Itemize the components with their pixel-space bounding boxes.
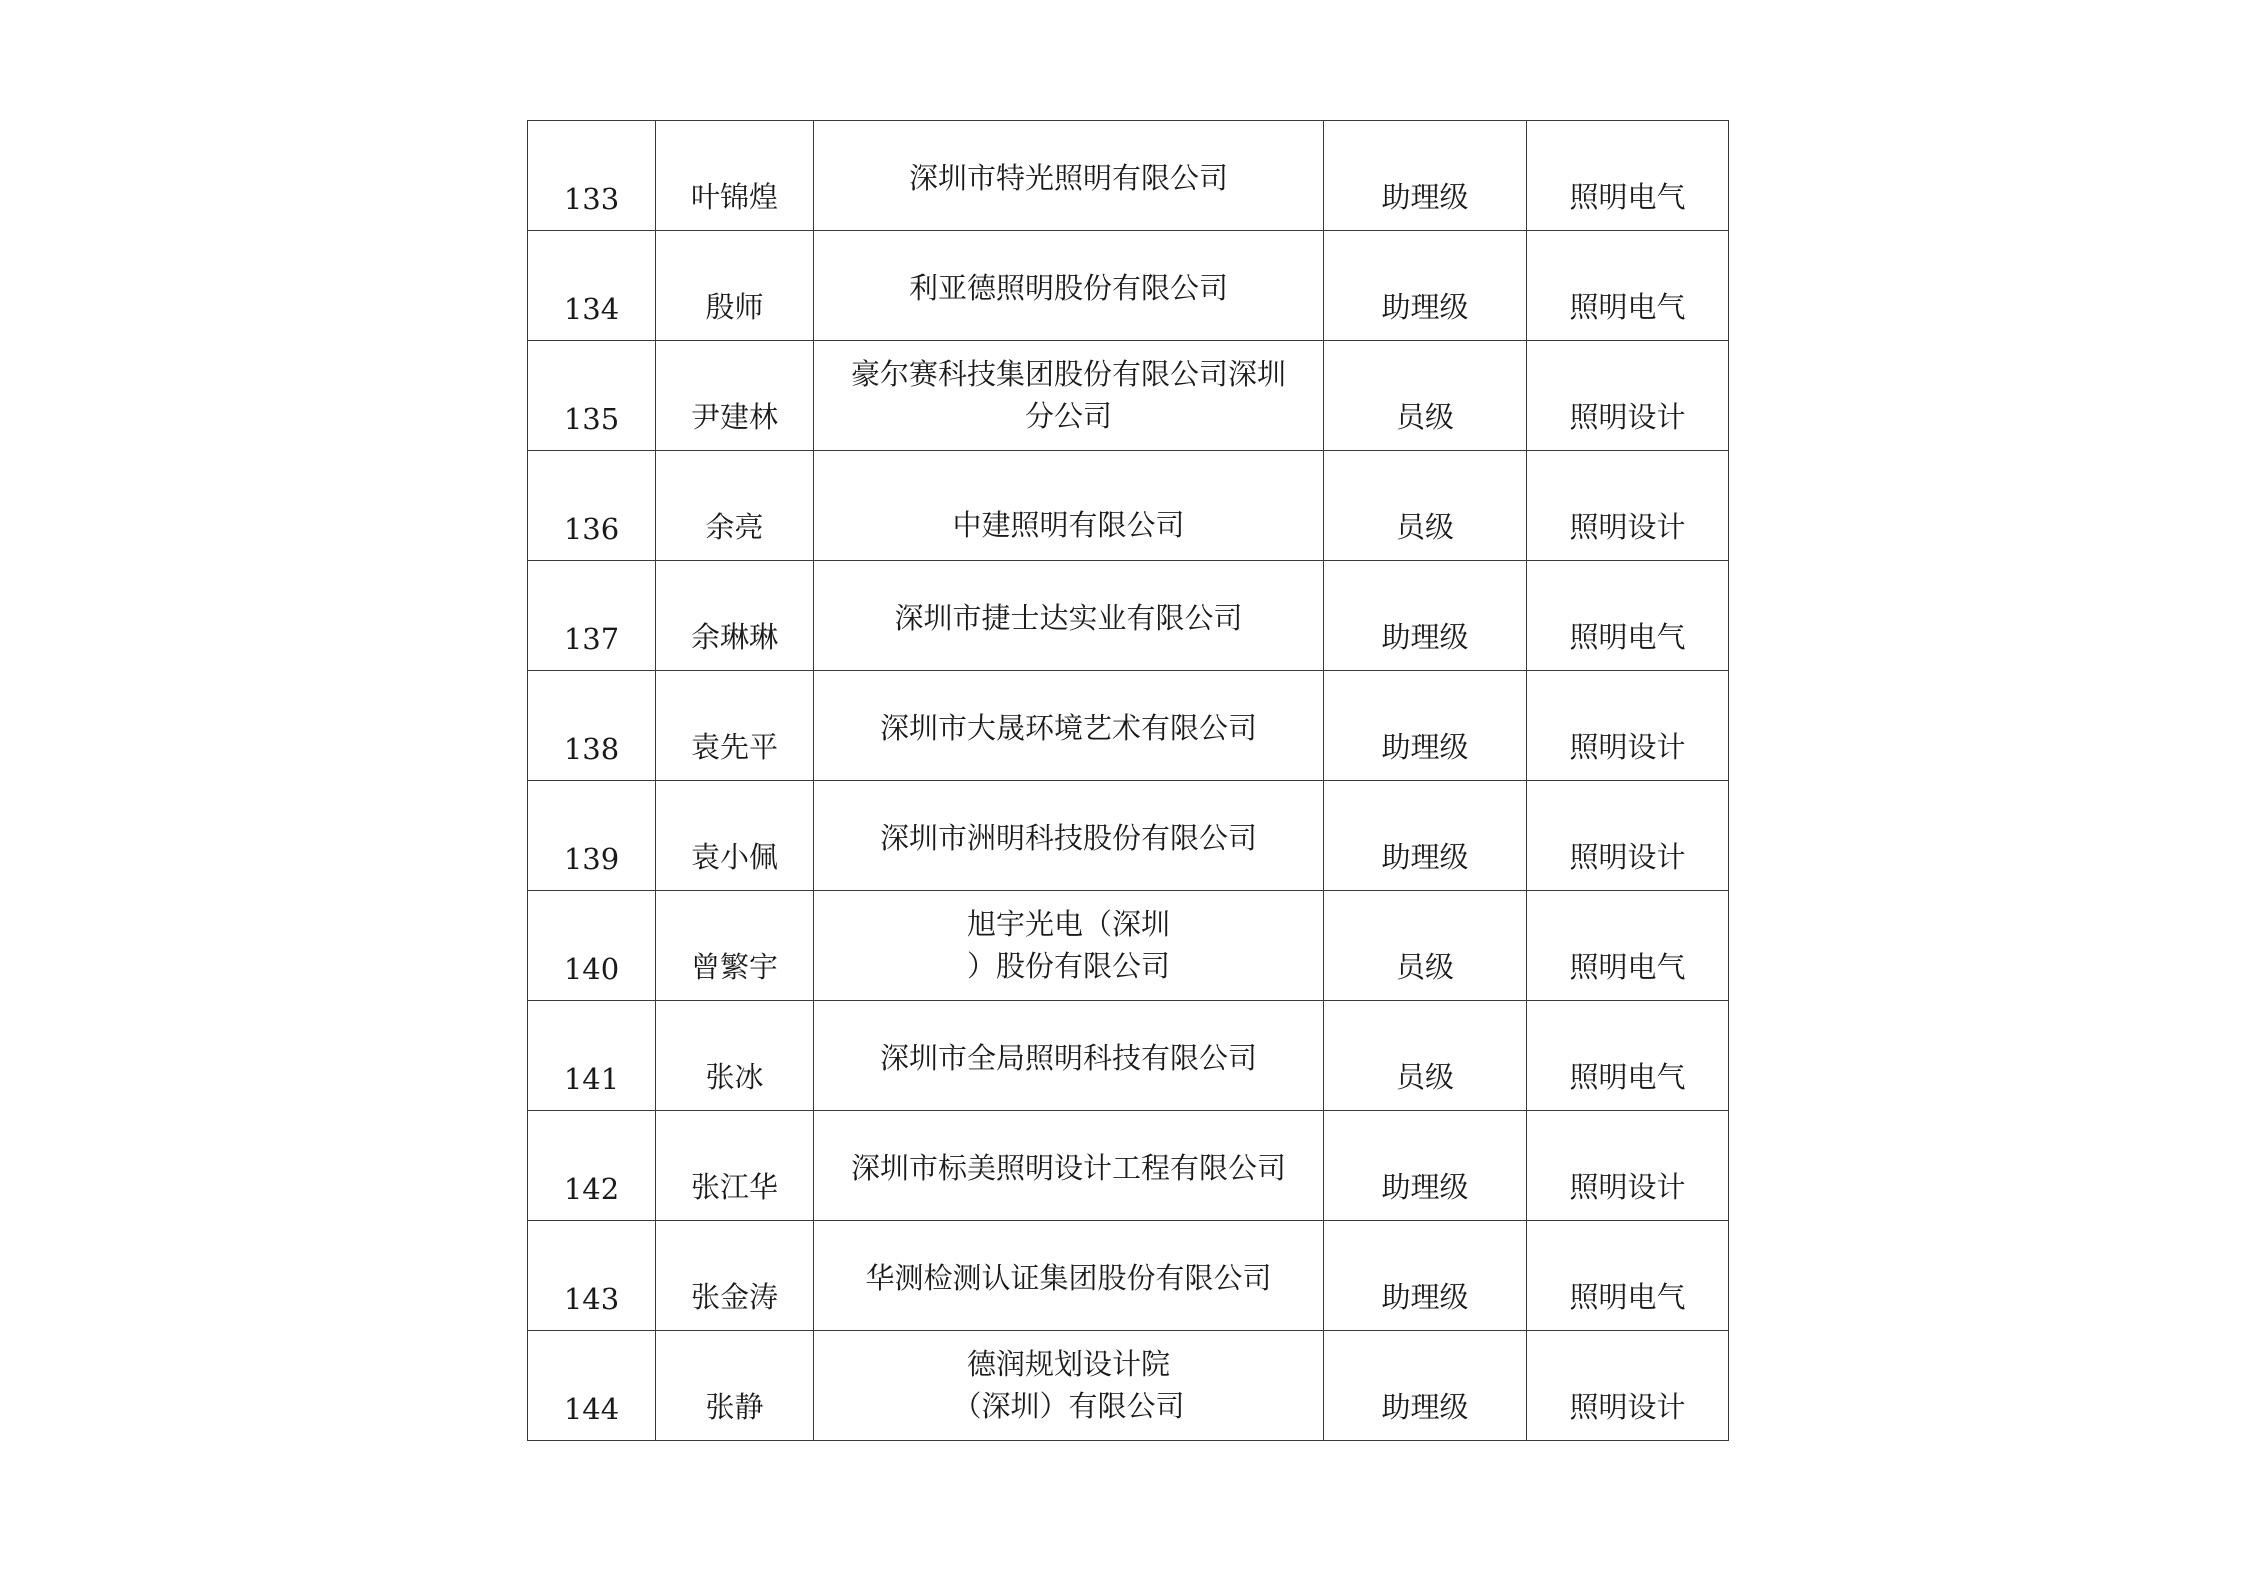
person-name-cell [656,1111,814,1221]
company-cell [814,671,1324,781]
company-name [820,157,1317,199]
qualification-level-cell [1324,1001,1527,1111]
person-name-cell [656,1001,814,1111]
specialty-field-cell [1527,231,1729,341]
person-name-cell [656,121,814,231]
person-name: 张金涛 [690,1280,778,1314]
specialty-field-cell [1527,451,1729,561]
specialty-field: 照明电气 [1569,290,1686,324]
person-name-cell [656,1331,814,1441]
person-name: 张江华 [690,1170,778,1204]
company-name-line: 利亚德照明股份有限公司 [908,271,1228,305]
person-name: 余琳琳 [690,620,778,654]
company-cell [814,1111,1324,1221]
person-name-cell [656,451,814,561]
company-name-line: 深圳市大晟环境艺术有限公司 [879,711,1257,745]
specialty-field: 照明设计 [1569,1390,1686,1424]
person-name-cell [656,231,814,341]
company-cell [814,781,1324,891]
company-name [820,1257,1317,1299]
person-name-cell [656,671,814,781]
qualification-level: 助理级 [1381,180,1469,214]
qualification-level: 助理级 [1381,620,1469,654]
row-number-cell [528,1001,656,1111]
company-name [820,504,1317,546]
specialty-field: 照明设计 [1569,730,1686,764]
row-number: 134 [563,292,620,326]
person-name: 殷师 [705,290,764,324]
company-name [820,707,1317,749]
qualification-level: 助理级 [1381,1390,1469,1424]
row-number: 140 [563,952,620,986]
row-number-cell [528,671,656,781]
qualification-level-cell [1324,341,1527,451]
company-name-line: 深圳市捷士达实业有限公司 [894,601,1243,635]
specialty-field-cell [1527,671,1729,781]
specialty-field: 照明设计 [1569,840,1686,874]
specialty-field: 照明设计 [1569,1170,1686,1204]
qualification-level: 助理级 [1381,1170,1469,1204]
table-row [528,1111,1729,1221]
company-name-line: 深圳市标美照明设计工程有限公司 [850,1151,1286,1185]
company-name-line: 深圳市特光照明有限公司 [908,161,1228,195]
person-name-cell [656,1221,814,1331]
table-row [528,781,1729,891]
person-name-cell [656,341,814,451]
company-name-line: 中建照明有限公司 [952,508,1185,542]
company-cell [814,1001,1324,1111]
qualification-level: 助理级 [1381,290,1469,324]
qualification-level-cell [1324,781,1527,891]
person-name: 袁小佩 [690,840,778,874]
qualification-level-cell [1324,451,1527,561]
specialty-field-cell [1527,1111,1729,1221]
row-number: 138 [563,732,620,766]
row-number: 141 [563,1062,620,1096]
row-number: 136 [563,512,620,546]
table-row [528,1001,1729,1111]
company-name-line: 深圳市全局照明科技有限公司 [879,1041,1257,1075]
table-row [528,231,1729,341]
specialty-field-cell [1527,891,1729,1001]
table-row [528,1221,1729,1331]
table-row [528,121,1729,231]
specialty-field: 照明电气 [1569,1280,1686,1314]
specialty-field-cell [1527,1221,1729,1331]
company-cell [814,121,1324,231]
qualification-level-cell [1324,561,1527,671]
qualification-level-cell [1324,231,1527,341]
qualification-level: 助理级 [1381,1280,1469,1314]
row-number-cell [528,121,656,231]
company-name-line: 华测检测认证集团股份有限公司 [865,1261,1272,1295]
person-name: 曾繁宇 [690,950,778,984]
company-name-line: 分公司 [1024,399,1112,433]
specialty-field: 照明电气 [1569,950,1686,984]
table-row [528,561,1729,671]
qualification-level: 员级 [1395,510,1454,544]
company-name [820,1147,1317,1189]
table-row [528,1331,1729,1441]
specialty-field: 照明电气 [1569,1060,1686,1094]
company-name-line: 深圳市洲明科技股份有限公司 [879,821,1257,855]
company-cell [814,1331,1324,1441]
company-name-line: 旭宇光电（深圳 [966,907,1170,941]
qualification-level-cell [1324,1111,1527,1221]
table-row [528,341,1729,451]
person-name-cell [656,781,814,891]
qualification-level: 助理级 [1381,730,1469,764]
table-row [528,891,1729,1001]
company-name [820,1037,1317,1079]
specialty-field: 照明设计 [1569,510,1686,544]
table-row [528,451,1729,561]
qualification-level-cell [1324,1221,1527,1331]
table-body [528,121,1729,1441]
person-name: 尹建林 [690,400,778,434]
company-cell [814,891,1324,1001]
specialty-field-cell [1527,561,1729,671]
person-name-cell [656,891,814,1001]
row-number: 133 [563,182,620,216]
row-number: 137 [563,622,620,656]
person-name: 叶锦煌 [690,180,778,214]
row-number-cell [528,1221,656,1331]
row-number: 144 [563,1392,620,1426]
qualification-level: 助理级 [1381,840,1469,874]
personnel-table [527,120,1729,1441]
specialty-field: 照明电气 [1569,180,1686,214]
company-name [820,597,1317,639]
company-name [820,353,1317,437]
specialty-field-cell [1527,781,1729,891]
row-number-cell [528,231,656,341]
row-number: 139 [563,842,620,876]
company-name-line: 德润规划设计院 [966,1347,1170,1381]
row-number-cell [528,1111,656,1221]
specialty-field-cell [1527,341,1729,451]
person-name: 张冰 [705,1060,764,1094]
specialty-field: 照明设计 [1569,400,1686,434]
specialty-field-cell [1527,1001,1729,1111]
person-name: 张静 [705,1390,764,1424]
company-name-line: ）股份有限公司 [966,949,1170,983]
table-row [528,671,1729,781]
row-number: 142 [563,1172,620,1206]
qualification-level: 员级 [1395,400,1454,434]
specialty-field-cell [1527,1331,1729,1441]
company-cell [814,451,1324,561]
row-number-cell [528,1331,656,1441]
row-number-cell [528,781,656,891]
person-name: 袁先平 [690,730,778,764]
company-cell [814,1221,1324,1331]
specialty-field: 照明电气 [1569,620,1686,654]
company-name [820,817,1317,859]
company-cell [814,341,1324,451]
company-name [820,903,1317,987]
row-number-cell [528,891,656,1001]
row-number: 143 [563,1282,620,1316]
row-number-cell [528,451,656,561]
qualification-level-cell [1324,891,1527,1001]
qualification-level: 员级 [1395,1060,1454,1094]
company-name-line: （深圳）有限公司 [952,1389,1185,1423]
row-number-cell [528,561,656,671]
qualification-level-cell [1324,121,1527,231]
qualification-level-cell [1324,671,1527,781]
row-number-cell [528,341,656,451]
company-name-line: 豪尔赛科技集团股份有限公司深圳 [850,357,1286,391]
company-name [820,1343,1317,1427]
company-cell [814,231,1324,341]
person-name: 余亮 [705,510,764,544]
qualification-level: 员级 [1395,950,1454,984]
row-number: 135 [563,402,620,436]
person-name-cell [656,561,814,671]
company-name [820,267,1317,309]
specialty-field-cell [1527,121,1729,231]
qualification-level-cell [1324,1331,1527,1441]
company-cell [814,561,1324,671]
